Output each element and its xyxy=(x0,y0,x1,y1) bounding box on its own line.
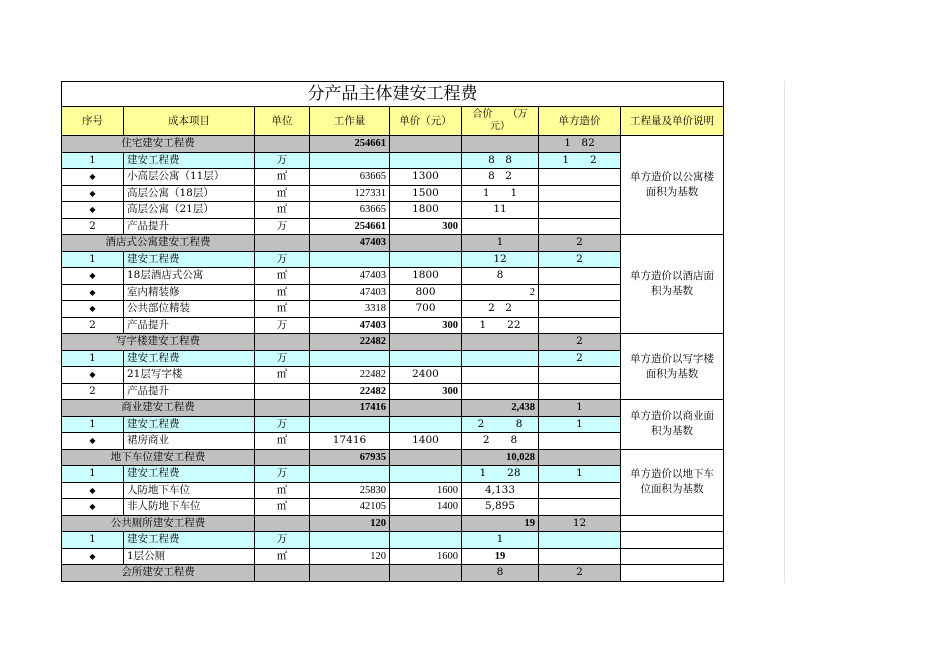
note-cell-empty xyxy=(621,532,724,549)
price-cell xyxy=(390,152,462,169)
item-cell: 裙房商业 xyxy=(124,433,255,450)
total-cell: 2 2 xyxy=(462,301,539,318)
qty-cell xyxy=(310,532,390,549)
unit-cost-cell: 1 2 xyxy=(539,152,621,169)
qty-cell: 120 xyxy=(310,515,390,532)
total-cell: 4,133 xyxy=(462,482,539,499)
section-row xyxy=(62,235,724,252)
item-cell: 1层公厕 xyxy=(124,548,255,565)
qty-cell xyxy=(310,466,390,483)
unit-cost-cell xyxy=(539,433,621,450)
qty-cell: 47403 xyxy=(310,284,390,301)
header-price: 单价（元） xyxy=(390,107,462,136)
unit-cost-cell: 1 82 xyxy=(539,136,621,153)
unit-cell: ㎡ xyxy=(255,367,310,384)
price-cell xyxy=(390,235,462,252)
table-row xyxy=(62,548,724,565)
section-title: 酒店式公寓建安工程费 xyxy=(62,235,255,252)
item-cell: 人防地下车位 xyxy=(124,482,255,499)
total-cell: 8 8 xyxy=(462,152,539,169)
note-cell: 单方造价以公寓楼面积为基数 xyxy=(621,136,724,235)
header-qty: 工作量 xyxy=(310,107,390,136)
price-cell: 1600 xyxy=(390,548,462,565)
unit-cost-cell: 2 xyxy=(539,565,621,582)
unit-cost-cell xyxy=(539,268,621,285)
total-cell: 5,895 xyxy=(462,499,539,516)
seq-cell xyxy=(62,301,124,318)
unit-cost-cell xyxy=(539,499,621,516)
qty-cell xyxy=(310,152,390,169)
section-row xyxy=(62,565,724,582)
section-row xyxy=(62,449,724,466)
table-row xyxy=(62,532,724,549)
price-cell: 1800 xyxy=(390,202,462,219)
seq-cell: 2 xyxy=(62,383,124,400)
item-cell: 建安工程费 xyxy=(124,532,255,549)
total-cell: 12 xyxy=(462,251,539,268)
unit-cost-cell: 1 xyxy=(539,416,621,433)
unit-cost-cell: 2 xyxy=(539,334,621,351)
price-cell: 300 xyxy=(390,317,462,334)
seq-cell: 1 xyxy=(62,152,124,169)
total-cell: 8 xyxy=(462,565,539,582)
price-cell xyxy=(390,565,462,582)
header-item: 成本项目 xyxy=(124,107,255,136)
price-cell: 1500 xyxy=(390,185,462,202)
seq-cell xyxy=(62,367,124,384)
price-cell xyxy=(390,350,462,367)
seq-cell xyxy=(62,284,124,301)
unit-cost-cell xyxy=(539,449,621,466)
item-cell: 非人防地下车位 xyxy=(124,499,255,516)
seq-cell: 1 xyxy=(62,466,124,483)
total-cell xyxy=(462,218,539,235)
item-cell: 室内精装修 xyxy=(124,284,255,301)
qty-cell: 17416 xyxy=(310,433,390,450)
header-total-top: 合价 （万 xyxy=(472,109,528,120)
unit-cost-cell: 1 xyxy=(539,400,621,417)
cost-table xyxy=(61,81,724,582)
price-cell: 300 xyxy=(390,218,462,235)
header-note: 工程量及单价说明 xyxy=(621,107,724,136)
qty-cell: 25830 xyxy=(310,482,390,499)
unit-cell: ㎡ xyxy=(255,433,310,450)
unit-cell: 万 xyxy=(255,466,310,483)
item-cell: 建安工程费 xyxy=(124,350,255,367)
total-cell: 11 xyxy=(462,202,539,219)
note-cell-empty xyxy=(621,565,724,582)
bullet-icon: ◆ xyxy=(89,304,96,314)
item-cell: 公共部位精装 xyxy=(124,301,255,318)
item-cell: 高层公寓（18层） xyxy=(124,185,255,202)
unit-cost-cell: 2 xyxy=(539,235,621,252)
qty-cell: 127331 xyxy=(310,185,390,202)
unit-cell: 万 xyxy=(255,251,310,268)
cost-sheet xyxy=(61,81,724,582)
seq-cell: 1 xyxy=(62,532,124,549)
total-cell xyxy=(462,334,539,351)
seq-cell xyxy=(62,185,124,202)
item-cell: 建安工程费 xyxy=(124,152,255,169)
total-cell: 1 xyxy=(462,532,539,549)
unit-cost-cell: 12 xyxy=(539,515,621,532)
total-cell xyxy=(462,383,539,400)
bullet-icon: ◆ xyxy=(89,370,96,380)
note-cell: 单方造价以商业面积为基数 xyxy=(621,400,724,450)
section-title: 公共厕所建安工程费 xyxy=(62,515,255,532)
unit-cell: 万 xyxy=(255,317,310,334)
unit-cost-cell xyxy=(539,317,621,334)
price-cell: 300 xyxy=(390,383,462,400)
unit-cost-cell xyxy=(539,367,621,384)
unit-cell: ㎡ xyxy=(255,482,310,499)
qty-cell: 63665 xyxy=(310,169,390,186)
qty-cell: 17416 xyxy=(310,400,390,417)
qty-cell: 120 xyxy=(310,548,390,565)
unit-cost-cell: 2 xyxy=(539,350,621,367)
seq-cell: 1 xyxy=(62,251,124,268)
bullet-icon: ◆ xyxy=(89,551,96,561)
price-cell: 800 xyxy=(390,284,462,301)
qty-cell: 63665 xyxy=(310,202,390,219)
unit-cost-cell xyxy=(539,218,621,235)
total-cell xyxy=(462,136,539,153)
item-cell: 建安工程费 xyxy=(124,251,255,268)
unit-cost-cell xyxy=(539,548,621,565)
header-row xyxy=(62,107,724,136)
item-cell: 产品提升 xyxy=(124,218,255,235)
unit-cell: 万 xyxy=(255,350,310,367)
unit-cell xyxy=(255,449,310,466)
unit-cell xyxy=(255,565,310,582)
seq-cell xyxy=(62,548,124,565)
total-cell: 8 2 xyxy=(462,169,539,186)
price-cell: 700 xyxy=(390,301,462,318)
unit-cost-cell xyxy=(539,301,621,318)
unit-cost-cell xyxy=(539,532,621,549)
note-cell: 单方造价以地下车位面积为基数 xyxy=(621,449,724,515)
unit-cost-cell xyxy=(539,284,621,301)
qty-cell: 67935 xyxy=(310,449,390,466)
price-cell xyxy=(390,334,462,351)
unit-cell: ㎡ xyxy=(255,185,310,202)
section-title: 住宅建安工程费 xyxy=(62,136,255,153)
bullet-icon: ◆ xyxy=(89,188,96,198)
unit-cost-cell xyxy=(539,185,621,202)
item-cell: 21层写字楼 xyxy=(124,367,255,384)
total-cell: 8 xyxy=(462,268,539,285)
total-cell: 1 28 xyxy=(462,466,539,483)
seq-cell: 2 xyxy=(62,218,124,235)
bullet-icon: ◆ xyxy=(89,271,96,281)
note-cell-empty xyxy=(621,548,724,565)
total-cell: 2 xyxy=(462,284,539,301)
qty-cell: 22482 xyxy=(310,334,390,351)
item-cell: 建安工程费 xyxy=(124,466,255,483)
item-cell: 产品提升 xyxy=(124,383,255,400)
total-cell: 2 8 xyxy=(462,433,539,450)
unit-cell: 万 xyxy=(255,532,310,549)
total-cell: 19 xyxy=(462,515,539,532)
seq-cell xyxy=(62,268,124,285)
bullet-icon: ◆ xyxy=(89,205,96,215)
item-cell: 18层酒店式公寓 xyxy=(124,268,255,285)
unit-cell xyxy=(255,235,310,252)
header-unit-cost: 单方造价 xyxy=(539,107,621,136)
unit-cell: 万 xyxy=(255,416,310,433)
seq-cell: 1 xyxy=(62,416,124,433)
section-row xyxy=(62,136,724,153)
total-cell: 1 1 xyxy=(462,185,539,202)
qty-cell xyxy=(310,350,390,367)
bullet-icon: ◆ xyxy=(89,485,96,495)
unit-cell: ㎡ xyxy=(255,202,310,219)
price-cell xyxy=(390,251,462,268)
item-cell: 产品提升 xyxy=(124,317,255,334)
total-cell: 2,438 xyxy=(462,400,539,417)
bullet-icon: ◆ xyxy=(89,436,96,446)
header-total-bottom: 元） xyxy=(490,121,510,132)
unit-cell xyxy=(255,383,310,400)
unit-cell xyxy=(255,515,310,532)
qty-cell: 254661 xyxy=(310,218,390,235)
qty-cell: 47403 xyxy=(310,268,390,285)
note-cell: 单方造价以写字楼面积为基数 xyxy=(621,334,724,400)
total-cell: 1 22 xyxy=(462,317,539,334)
qty-cell: 22482 xyxy=(310,383,390,400)
item-cell: 建安工程费 xyxy=(124,416,255,433)
note-cell-empty xyxy=(621,515,724,532)
sheet-gridline xyxy=(784,81,785,583)
section-row xyxy=(62,334,724,351)
price-cell xyxy=(390,416,462,433)
seq-cell xyxy=(62,433,124,450)
unit-cost-cell: 1 xyxy=(539,466,621,483)
price-cell xyxy=(390,136,462,153)
section-row xyxy=(62,400,724,417)
section-title: 会所建安工程费 xyxy=(62,565,255,582)
unit-cell: 万 xyxy=(255,218,310,235)
header-seq: 序号 xyxy=(62,107,124,136)
unit-cost-cell xyxy=(539,482,621,499)
item-cell: 小高层公寓（11层） xyxy=(124,169,255,186)
price-cell: 1800 xyxy=(390,268,462,285)
qty-cell: 47403 xyxy=(310,317,390,334)
section-row xyxy=(62,515,724,532)
qty-cell xyxy=(310,416,390,433)
price-cell: 2400 xyxy=(390,367,462,384)
unit-cost-cell xyxy=(539,202,621,219)
unit-cell: ㎡ xyxy=(255,169,310,186)
unit-cost-cell: 2 xyxy=(539,251,621,268)
price-cell xyxy=(390,532,462,549)
unit-cell: ㎡ xyxy=(255,301,310,318)
seq-cell: 2 xyxy=(62,317,124,334)
bullet-icon: ◆ xyxy=(89,172,96,182)
header-total xyxy=(462,107,539,136)
qty-cell: 22482 xyxy=(310,367,390,384)
qty-cell xyxy=(310,251,390,268)
seq-cell: 1 xyxy=(62,350,124,367)
seq-cell xyxy=(62,482,124,499)
note-cell: 单方造价以酒店面积为基数 xyxy=(621,235,724,334)
section-title: 商业建安工程费 xyxy=(62,400,255,417)
unit-cell: ㎡ xyxy=(255,548,310,565)
qty-cell: 3318 xyxy=(310,301,390,318)
price-cell: 1400 xyxy=(390,499,462,516)
unit-cell xyxy=(255,400,310,417)
price-cell: 1600 xyxy=(390,482,462,499)
total-cell: 10,028 xyxy=(462,449,539,466)
price-cell xyxy=(390,515,462,532)
unit-cell: 万 xyxy=(255,152,310,169)
total-cell: 1 xyxy=(462,235,539,252)
bullet-icon: ◆ xyxy=(89,502,96,512)
price-cell xyxy=(390,449,462,466)
price-cell: 1300 xyxy=(390,169,462,186)
qty-cell: 47403 xyxy=(310,235,390,252)
unit-cell xyxy=(255,136,310,153)
seq-cell xyxy=(62,202,124,219)
unit-cell xyxy=(255,334,310,351)
unit-cell: ㎡ xyxy=(255,499,310,516)
price-cell xyxy=(390,466,462,483)
table-body xyxy=(62,136,724,582)
header-unit: 单位 xyxy=(255,107,310,136)
total-cell: 19 xyxy=(462,548,539,565)
total-cell xyxy=(462,367,539,384)
unit-cell: ㎡ xyxy=(255,268,310,285)
section-title: 写字楼建安工程费 xyxy=(62,334,255,351)
qty-cell: 254661 xyxy=(310,136,390,153)
qty-cell xyxy=(310,565,390,582)
total-cell: 2 8 xyxy=(462,416,539,433)
section-title: 地下车位建安工程费 xyxy=(62,449,255,466)
unit-cell: ㎡ xyxy=(255,284,310,301)
bullet-icon: ◆ xyxy=(89,287,96,297)
unit-cost-cell xyxy=(539,383,621,400)
price-cell: 1400 xyxy=(390,433,462,450)
unit-cost-cell xyxy=(539,169,621,186)
seq-cell xyxy=(62,499,124,516)
qty-cell: 42105 xyxy=(310,499,390,516)
seq-cell xyxy=(62,169,124,186)
total-cell xyxy=(462,350,539,367)
price-cell xyxy=(390,400,462,417)
item-cell: 高层公寓（21层） xyxy=(124,202,255,219)
sheet-title: 分产品主体建安工程费 xyxy=(62,82,724,107)
